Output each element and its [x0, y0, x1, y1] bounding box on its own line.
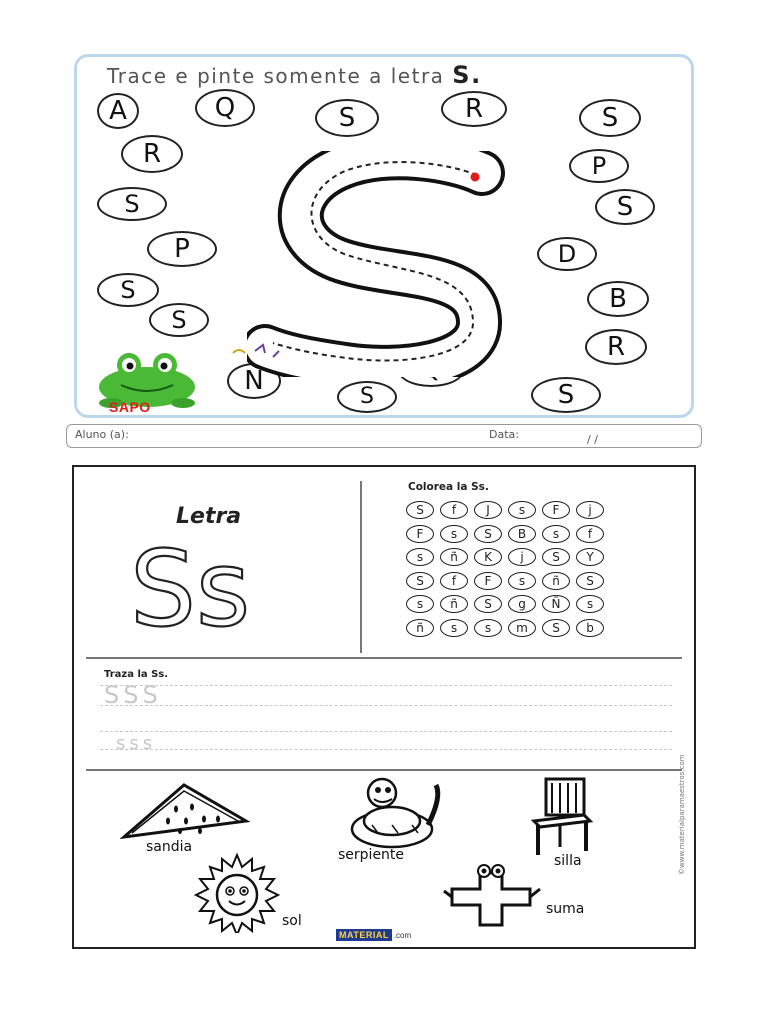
letter-grid-cell[interactable]: s — [440, 619, 468, 637]
worksheet-trace-s — [74, 54, 694, 418]
letter-grid-cell[interactable]: ñ — [440, 595, 468, 613]
letter-grid-cell[interactable]: S — [474, 595, 502, 613]
divider — [360, 481, 362, 653]
letter-bubble[interactable]: S — [337, 381, 397, 413]
letter-grid-cell[interactable]: B — [508, 525, 536, 543]
letter-grid-cell[interactable]: s — [474, 619, 502, 637]
material-logo — [336, 927, 411, 943]
instruction-text: Trace e pinte somente a letra — [107, 64, 453, 88]
letter-grid-cell[interactable]: j — [576, 501, 604, 519]
letter-grid-cell[interactable]: J — [474, 501, 502, 519]
letra-title: Letra — [176, 504, 242, 529]
letter-grid-cell[interactable]: S — [406, 501, 434, 519]
label-sandia: sandia — [146, 839, 193, 855]
instruction-letter: S. — [452, 61, 482, 89]
logo-text: MATERIAL — [336, 929, 392, 941]
letter-grid-cell[interactable]: Ñ — [542, 595, 570, 613]
letter-grid-cell[interactable]: F — [406, 525, 434, 543]
guide-line — [100, 749, 672, 750]
letter-bubble[interactable]: S — [579, 99, 641, 137]
start-dot — [471, 173, 480, 182]
worksheet-letra-s — [72, 465, 696, 949]
letter-grid-cell[interactable]: S — [406, 572, 434, 590]
date-label: Data: — [489, 428, 519, 441]
letter-grid-cell[interactable]: m — [508, 619, 536, 637]
letter-grid-cell[interactable]: ñ — [440, 548, 468, 566]
letter-grid-cell[interactable]: f — [576, 525, 604, 543]
student-name-date-field[interactable] — [66, 424, 702, 448]
divider — [86, 657, 682, 659]
color-instruction: Colorea la Ss. — [408, 481, 489, 493]
student-name-label: Aluno (a): — [75, 428, 129, 441]
trace-uppercase[interactable]: SSS — [104, 681, 162, 709]
letter-grid-cell[interactable]: ñ — [542, 572, 570, 590]
letter-grid-cell[interactable]: S — [474, 525, 502, 543]
plus-icon — [440, 863, 544, 929]
label-sol: sol — [282, 913, 302, 929]
letter-grid-cell[interactable]: s — [508, 501, 536, 519]
watermelon-icon — [120, 779, 250, 845]
trace-lowercase[interactable]: sss — [116, 733, 157, 754]
letter-grid-cell[interactable]: s — [576, 595, 604, 613]
letter-grid-cell[interactable]: s — [406, 595, 434, 613]
letter-bubble[interactable]: A — [97, 93, 139, 129]
guide-line — [100, 731, 672, 732]
letter-bubble[interactable]: B — [587, 281, 649, 317]
chair-icon — [530, 775, 594, 857]
site-url: ©www.materialparamaestros.com — [678, 754, 686, 875]
snake-icon — [342, 777, 452, 853]
letter-grid-cell[interactable]: s — [440, 525, 468, 543]
letter-grid-cell[interactable]: S — [542, 548, 570, 566]
label-silla: silla — [554, 853, 582, 869]
letter-grid-cell[interactable]: Y — [576, 548, 604, 566]
letter-bubble[interactable]: R — [121, 135, 183, 173]
letter-grid-cell[interactable]: b — [576, 619, 604, 637]
letter-grid-cell[interactable]: ñ — [406, 619, 434, 637]
date-separators: / / — [587, 433, 598, 446]
letter-grid-cell[interactable]: s — [406, 548, 434, 566]
divider — [86, 769, 682, 771]
letter-grid-cell[interactable]: j — [508, 548, 536, 566]
guide-line — [100, 705, 672, 706]
letter-bubble[interactable]: S — [531, 377, 601, 413]
logo-suffix: .com — [393, 930, 412, 940]
letter-grid-cell[interactable]: S — [576, 572, 604, 590]
instruction-title — [107, 61, 482, 89]
letter-grid-cell[interactable]: K — [474, 548, 502, 566]
sun-icon — [190, 851, 284, 933]
music-notes-icon — [225, 331, 295, 371]
label-serpiente: serpiente — [338, 847, 405, 863]
mascot-label: SAPO — [109, 399, 151, 415]
letter-grid-cell[interactable]: f — [440, 501, 468, 519]
trace-instruction: Traza la Ss. — [104, 669, 169, 680]
letter-grid-cell[interactable]: S — [542, 619, 570, 637]
letter-grid-cell[interactable]: F — [542, 501, 570, 519]
letter-bubble[interactable]: Q — [195, 89, 255, 127]
letter-bubble[interactable]: S — [97, 273, 159, 307]
label-suma: suma — [546, 901, 585, 917]
letter-bubble[interactable]: P — [569, 149, 629, 183]
letter-bubble[interactable]: N — [227, 363, 281, 399]
big-ss-text: Ss — [130, 528, 251, 637]
letter-grid-cell[interactable]: s — [542, 525, 570, 543]
letter-grid-cell[interactable]: g — [508, 595, 536, 613]
letter-bubble[interactable]: Q — [397, 351, 465, 387]
letter-bubble[interactable]: S — [595, 189, 655, 225]
letter-bubble[interactable]: S — [315, 99, 379, 137]
letter-bubble[interactable]: P — [147, 231, 217, 267]
letter-bubble[interactable]: S — [97, 187, 167, 221]
letter-grid-cell[interactable]: f — [440, 572, 468, 590]
big-ss-outline — [126, 527, 326, 637]
letter-grid-cell[interactable]: F — [474, 572, 502, 590]
letter-bubble[interactable]: S — [149, 303, 209, 337]
letter-bubble[interactable]: R — [585, 329, 647, 365]
guide-line — [100, 685, 672, 686]
letter-bubble[interactable]: R — [441, 91, 507, 127]
letter-grid-cell[interactable]: s — [508, 572, 536, 590]
letter-bubble[interactable]: D — [537, 237, 597, 271]
